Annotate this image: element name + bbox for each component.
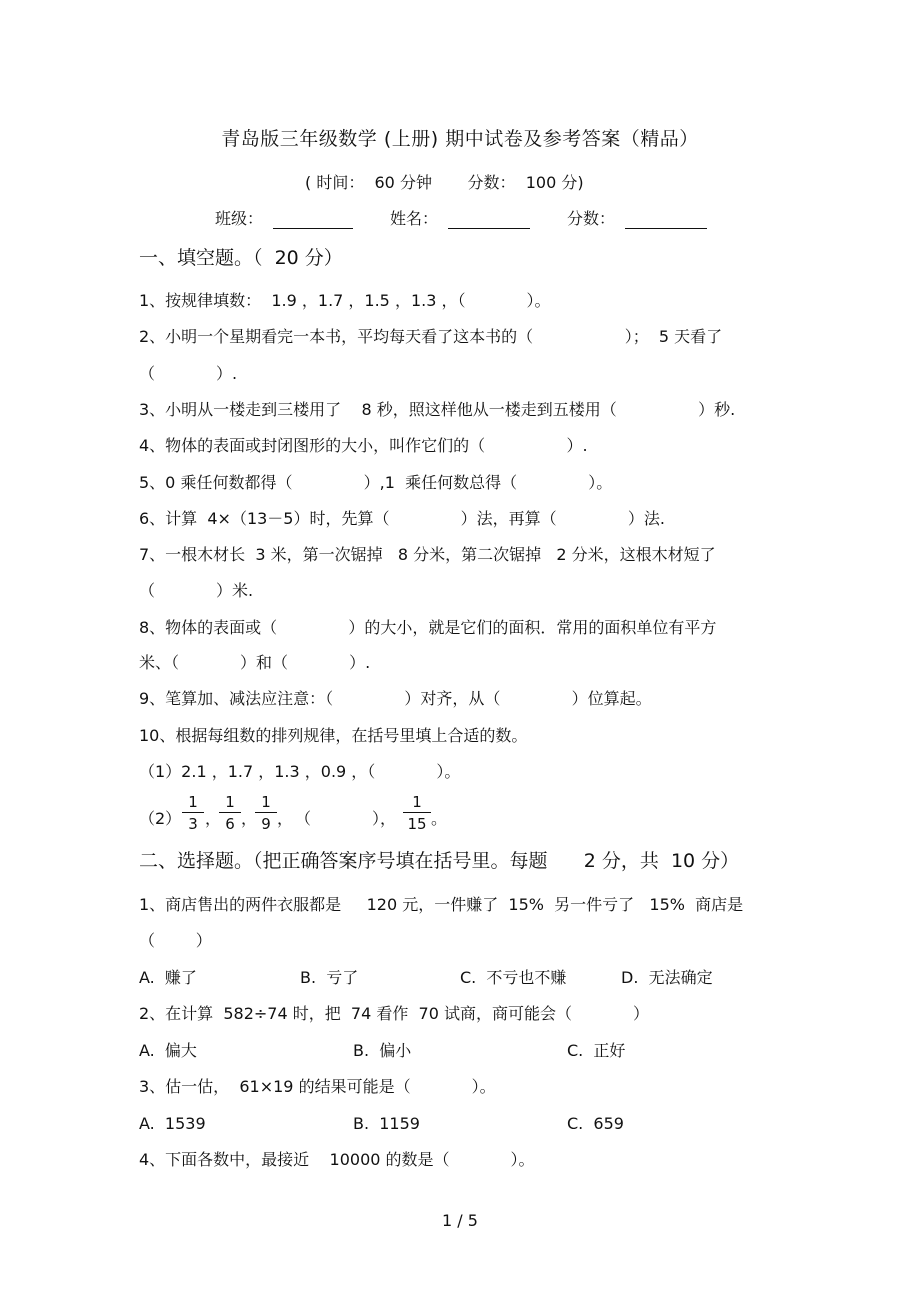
class-label: 班级： <box>215 209 264 228</box>
question-line: （ ）米. <box>139 581 254 600</box>
name-field <box>390 206 530 229</box>
score-label: 分数： <box>567 209 616 228</box>
comma: ， <box>241 809 258 828</box>
fraction <box>219 793 241 833</box>
class-blank[interactable] <box>273 208 353 229</box>
q10-2-prefix: （2） <box>139 809 182 828</box>
question-line: （ ）. <box>139 364 238 383</box>
question-line: 6、计算 4×（13－5）时，先算（ ）法，再算（ ）法. <box>139 509 665 528</box>
question-2-stem: 2、在计算 582÷74 时，把 74 看作 70 试商，商可能会（ ） <box>139 1004 650 1023</box>
answer-blank: （ ）， <box>295 809 397 828</box>
question-line: 3、小明从一楼走到三楼用了 8 秒，照这样他从一楼走到五楼用（ ）秒. <box>139 400 736 419</box>
section-1-heading: 一、填空题。（ 20 分） <box>139 247 343 269</box>
question-line: 10、根据每组数的排列规律，在括号里填上合适的数。 <box>139 726 528 745</box>
name-label: 姓名： <box>390 209 439 228</box>
question-line: 7、一根木材长 3 米，第一次锯掉 8 分米，第二次锯掉 2 分米，这根木材短了 <box>139 545 716 564</box>
fraction-denominator: 9 <box>261 815 271 833</box>
option-b: B. 亏了 <box>300 968 359 987</box>
fraction <box>255 793 277 833</box>
score-blank[interactable] <box>625 208 707 229</box>
exam-time-and-score: ( 时间： 60 分钟 分数： 100 分) <box>305 173 584 192</box>
fraction-numerator: 1 <box>219 793 241 813</box>
period: 。 <box>431 809 448 828</box>
question-line: 9、笔算加、减法应注意：（ ）对齐，从（ ）位算起。 <box>139 689 652 708</box>
option-a: A. 赚了 <box>139 968 197 987</box>
option-c: C. 659 <box>567 1114 624 1133</box>
page-title: 青岛版三年级数学 (上册) 期中试卷及参考答案（精品） <box>221 128 699 150</box>
section-2-heading: 二、选择题。（把正确答案序号填在括号里。每题 2 分，共 10 分） <box>139 850 740 872</box>
fraction <box>403 793 431 833</box>
fraction-denominator: 3 <box>188 815 198 833</box>
question-line: 8、物体的表面或（ ）的大小，就是它们的面积．常用的面积单位有平方 <box>139 618 717 637</box>
option-c: C. 正好 <box>567 1041 626 1060</box>
student-info-row <box>215 206 775 232</box>
option-a: A. 1539 <box>139 1114 206 1133</box>
option-b: B. 偏小 <box>353 1041 412 1060</box>
question-line: 米、（ ）和（ ）. <box>139 653 371 672</box>
score-field <box>567 206 707 229</box>
fraction-denominator: 6 <box>225 815 235 833</box>
page-number: 1 / 5 <box>442 1211 478 1230</box>
question-line: （1）2.1 ，1.7 ，1.3 ，0.9 ，（ ）。 <box>139 762 461 781</box>
question-1-stem-cont: （ ） <box>139 931 212 950</box>
fraction-numerator: 1 <box>182 793 204 813</box>
question-line: 1、按规律填数： 1.9 ，1.7 ，1.5 ，1.3 ，（ ）。 <box>139 291 551 310</box>
name-blank[interactable] <box>448 208 530 229</box>
question-line: 4、物体的表面或封闭图形的大小，叫作它们的（ ）. <box>139 436 588 455</box>
comma: ， <box>277 809 294 828</box>
option-d: D. 无法确定 <box>621 968 713 987</box>
class-field <box>215 206 353 229</box>
question-line: 2、小明一个星期看完一本书，平均每天看了这本书的（ ）； 5 天看了 <box>139 327 723 346</box>
question-1-stem: 1、商店售出的两件衣服都是 120 元，一件赚了 15% 另一件亏了 15% 商店是 <box>139 895 744 914</box>
question-4-stem: 4、下面各数中，最接近 10000 的数是（ ）。 <box>139 1150 535 1169</box>
fraction-numerator: 1 <box>403 793 431 813</box>
fraction-numerator: 1 <box>255 793 277 813</box>
option-c: C. 不亏也不赚 <box>460 968 567 987</box>
option-a: A. 偏大 <box>139 1041 197 1060</box>
option-b: B. 1159 <box>353 1114 420 1133</box>
question-3-stem: 3、估一估， 61×19 的结果可能是（ ）。 <box>139 1077 496 1096</box>
question-line: 5、0 乘任何数都得（ ）,1 乘任何数总得（ ）。 <box>139 473 613 492</box>
fraction-denominator: 15 <box>407 815 427 833</box>
fraction <box>182 793 204 833</box>
comma: ， <box>205 809 222 828</box>
